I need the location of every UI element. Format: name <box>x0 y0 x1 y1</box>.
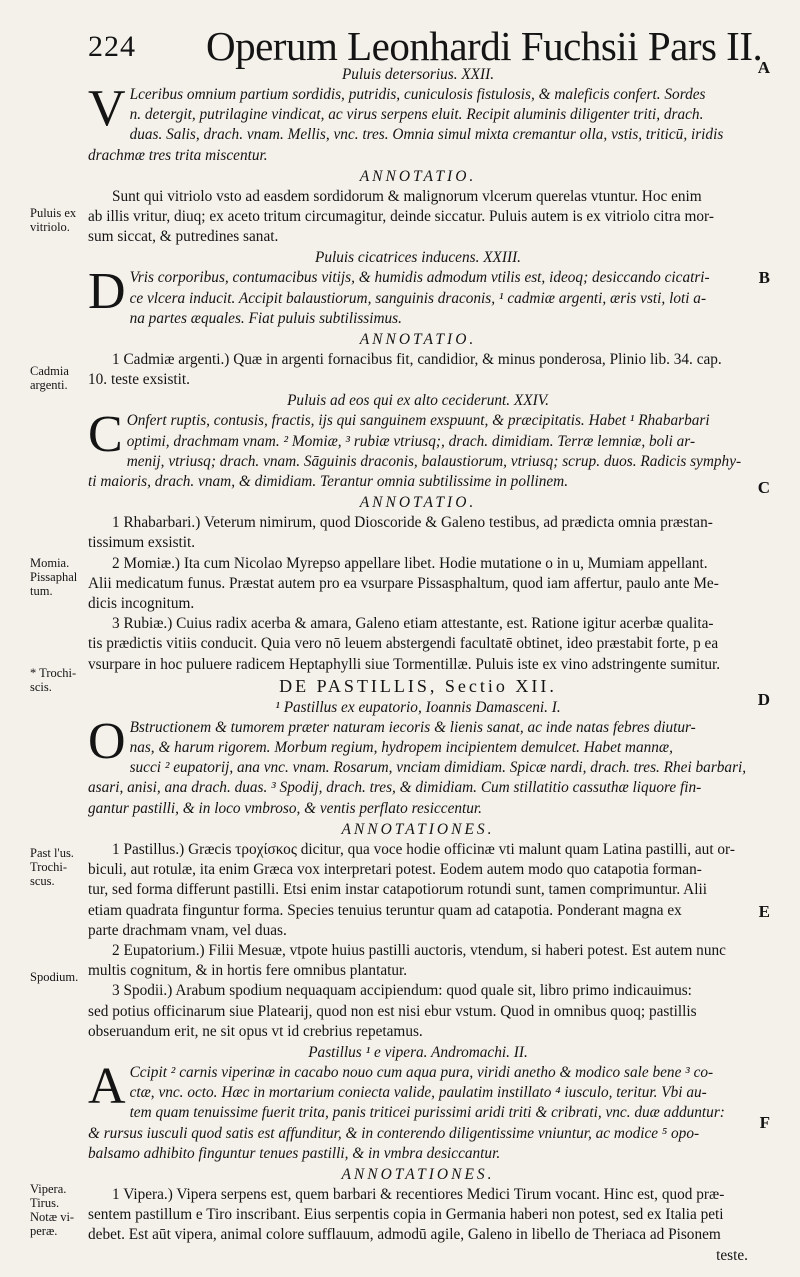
text-line: dicis incognitum. <box>88 595 195 613</box>
page-number: 224 <box>88 30 136 63</box>
margin-letter-f: F <box>759 1113 770 1132</box>
main-text-column <box>88 64 748 1266</box>
text-line: Bstructionem & tumorem præter naturam iecoris & lienis sanat, ac inde natas febres diutur- <box>129 718 696 736</box>
drop-cap: A <box>88 1062 126 1115</box>
drop-cap: C <box>88 411 123 464</box>
recipe-paragraph <box>88 85 748 166</box>
recipe-paragraph <box>88 718 748 819</box>
text-line: 1 Vipera.) Vipera serpens est, quem barbari & recentiores Medici Tirum vocant. Hinc est, quod præ- <box>112 1185 725 1203</box>
annotation-heading: ANNOTATIO. <box>359 167 477 185</box>
text-line: Sunt qui vitriolo vsto ad easdem sordidorum & malignorum vlcerum querelas vtuntur. Hoc enim <box>112 187 702 205</box>
text-line: Ccipit ² carnis viperinæ in cacabo nouo cum aqua pura, viridi anetho & modico sale bene ³ co- <box>129 1063 714 1081</box>
text-line: vsurpare in hoc puluere radicem Heptaphylli siue Tormentillæ. Puluis iste ex vino adstringente sumitur. <box>88 655 721 673</box>
text-line: etiam quadrata finguntur forma. Species tenuius teruntur quam ad catapotia. Ponderant magna ex <box>88 901 682 919</box>
text-line: obseruandum erit, ne sit opus vt id crebrius repetamus. <box>88 1022 423 1040</box>
text-line: parte drachmam vnam, vel duas. <box>88 921 287 939</box>
margin-note-vipera: Vipera. Tirus. Notæ vi- peræ. <box>30 1182 75 1238</box>
margin-letter-a: A <box>757 58 770 77</box>
section-heading: Pastillus ¹ e vipera. Andromachi. II. <box>308 1043 528 1061</box>
text-line: menij, vtriusq; drach. vnam. Sāguinis draconis, balaustiorum, vtriusq; scrup. duos. Radicis symphy- <box>126 452 742 470</box>
text-line: Onfert ruptis, contusis, fractis, ijs qui sanguinem exspuunt, & præcipitatis. Habet ¹ Rhabarbari <box>126 412 710 430</box>
text-line: Lceribus omnium partium sordidis, putridis, cuniculosis fistulosis, & maleficis confert. Sordes <box>129 86 706 103</box>
text-line: 10. teste exsistit. <box>88 371 190 389</box>
text-line: 2 Momiæ.) Ita cum Nicolao Myrepso appellare libet. Hodie mutatione o in u, Mumiam appellant. <box>112 554 708 572</box>
text-line: debet. Est aūt vipera, animal colore sufflauum, admodū agile, Galeno in libello de Theriaca ad Pisonem <box>88 1226 721 1244</box>
margin-letter-e: E <box>758 902 770 921</box>
section-heading: Puluis ad eos qui ex alto ceciderunt. XXIV. <box>287 392 549 410</box>
text-line: drachmæ tres trita miscentur. <box>88 146 268 164</box>
margin-note-momia: Momia. Pissaphal tum. <box>30 556 78 598</box>
drop-cap: O <box>88 717 126 770</box>
section-heading: Puluis detersorius. XXII. <box>341 66 495 83</box>
margin-letter-d: D <box>757 690 770 709</box>
text-line: ce vlcera inducit. Accipit balaustiorum, sanguinis draconis, ¹ cadmiæ argenti, æris vsti, loti a- <box>129 289 707 307</box>
text-line: ab illis vritur, diuq; ex aceto tritum circumagitur, deinde siccatur. Puluis autem is ex vitriolo citra mor- <box>88 208 714 226</box>
margin-note-trochiscis: * Trochi- scis. <box>30 666 77 694</box>
text-line: sentem pastillum e Tiro inscribant. Eius serpentis copia in Germania haberi non potest, sed ex Italia peti <box>88 1206 724 1224</box>
text-line: tis prædictis vitiis conducit. Quia vero nō leuem abstergendi facultatē obtinet, ideo præstabit forte, p ea <box>88 635 719 653</box>
margin-note-pastillus: Past l'us. Trochi- scus. <box>30 846 74 888</box>
annotation-heading: ANNOTATIONES. <box>341 1165 495 1183</box>
text-line: multis cognitum, & in hortis fere omnibus plantatur. <box>88 962 408 980</box>
text-line: 1 Rhabarbari.) Veterum nimirum, quod Dioscoride & Galeno testibus, ad prædicta omnia præstan- <box>112 514 713 532</box>
text-line: 2 Eupatorium.) Filii Mesuæ, vtpote huius pastilli auctoris, vtendum, si haberi potest. Est autem nunc <box>112 941 726 959</box>
text-line: 3 Rubiæ.) Cuius radix acerba & amara, Galeno etiam attestante, est. Ratione igitur acerbæ qualita- <box>112 615 714 633</box>
margin-letter-c: C <box>757 478 770 497</box>
text-line: asari, anisi, ana drach. duas. ³ Spodij, drach. tres, & dimidiam. Cum stillatitio cassuthæ liquore fin- <box>88 779 702 797</box>
text-line: optimi, drachmam vnam. ² Momiæ, ³ rubiæ vtriusq;, drach. dimidiam. Terræ lemniæ, boli ar- <box>126 432 696 450</box>
recipe-paragraph <box>88 411 748 492</box>
text-line: 1 Pastillus.) Græcis τροχίσκος dicitur, qua voce hodie officinæ vti malunt quam Latina pastilli, aut or- <box>112 840 735 858</box>
text-line: teste. <box>716 1246 748 1264</box>
text-line: biculi, aut rotulæ, ita enim Græca vox interpretari potest. Eodem autem modo quo catapotia forman- <box>88 861 702 879</box>
text-line: nas, & harum rigorem. Morbum regium, hydropem incipientem demulcet. Habet mannæ, <box>129 739 673 757</box>
margin-note-puluis-vitriolo: Puluis ex vitriolo. <box>30 206 77 234</box>
text-line: & rursus iusculi quod satis est affunditur, & in conterendo diligentissime vniuntur, ac modice ⁵ opo- <box>88 1124 700 1142</box>
text-line: sed potius officinarum siue Platearij, quod non est nisi ebur vstum. Quod in omnibus quoq; pastillis <box>88 1002 697 1020</box>
annotation-heading: ANNOTATIO. <box>359 331 477 349</box>
drop-cap: V <box>88 85 126 137</box>
text-line: 1 Cadmiæ argenti.) Quæ in argenti fornacibus fit, candidior, & minus ponderosa, Plinio lib. 34. cap. <box>112 351 722 369</box>
margin-note-spodium: Spodium. <box>30 970 79 984</box>
running-title: Operum Leonhardi Fuchsii Pars II. <box>206 23 763 69</box>
text-line: balsamo adhibito finguntur tenues pastilli, & in vmbra desiccantur. <box>88 1144 501 1162</box>
text-line: tissimum exsistit. <box>88 534 196 552</box>
text-line: ti maioris, drach. vnam, & dimidiam. Terantur omnia subtilissime in pollinem. <box>88 473 569 491</box>
margin-letter-b: B <box>758 268 770 287</box>
text-line: Vris corporibus, contumacibus vitijs, & humidis admodum vtilis est, ideoq; desiccando cicatri- <box>129 269 710 287</box>
text-line: gantur pastilli, & in loco vmbroso, & ventis perflato resiccentur. <box>88 799 483 817</box>
text-line: tur, sed forma differunt pastilli. Etsi enim instar catapotiorum rotundi sunt, tamen comprimuntur. Alii <box>88 881 707 899</box>
annotation-heading: ANNOTATIONES. <box>341 820 495 838</box>
text-line: na partes æquales. Fiat puluis subtilissimus. <box>129 309 402 327</box>
section-heading: Puluis cicatrices inducens. XXIII. <box>314 249 522 267</box>
drop-cap: D <box>88 268 126 321</box>
annotation-heading: ANNOTATIO. <box>359 494 477 512</box>
text-line: n. detergit, putrilagine vindicat, ac virus serpens eluit. Recipit aluminis diligenter triti, drach. <box>129 106 704 124</box>
section-title: DE PASTILLIS, Sectio XII. <box>279 675 557 696</box>
text-line: Alii medicatum funus. Præstat autem pro ea vsurpare Pissasphaltum, quod iam affertur, paulo ante Me- <box>88 574 719 592</box>
text-line: duas. Salis, drach. vnam. Mellis, vnc. tres. Omnia simul mixta cremantur olla, vstis, triticū, iridis <box>129 126 724 144</box>
margin-note-cadmia: Cadmia argenti. <box>30 364 69 392</box>
page-header <box>88 18 763 70</box>
text-line: ctæ, vnc. octo. Hæc in mortarium coniecta valide, paulatim instillato ⁴ iusculo, teritur. Vbi au- <box>129 1084 707 1102</box>
recipe-paragraph <box>88 1063 748 1164</box>
recipe-paragraph <box>88 268 748 329</box>
text-line: tem quam tenuissime fuerit trita, panis triticei purissimi aridi triti & cribrati, vnc. duæ adduntur: <box>129 1104 725 1122</box>
section-heading: ¹ Pastillus ex eupatorio, Ioannis Damasceni. I. <box>275 698 561 716</box>
text-line: sum siccat, & putredines sanat. <box>88 228 279 246</box>
text-line: succi ² eupatorij, ana vnc. vnam. Rosarum, vnciam dimidiam. Spicæ nardi, drach. tres. Rhei barbari, <box>129 759 747 777</box>
text-line: 3 Spodii.) Arabum spodium nequaquam accipiendum: quod quale sit, libro primo indicauimus: <box>112 982 692 1000</box>
